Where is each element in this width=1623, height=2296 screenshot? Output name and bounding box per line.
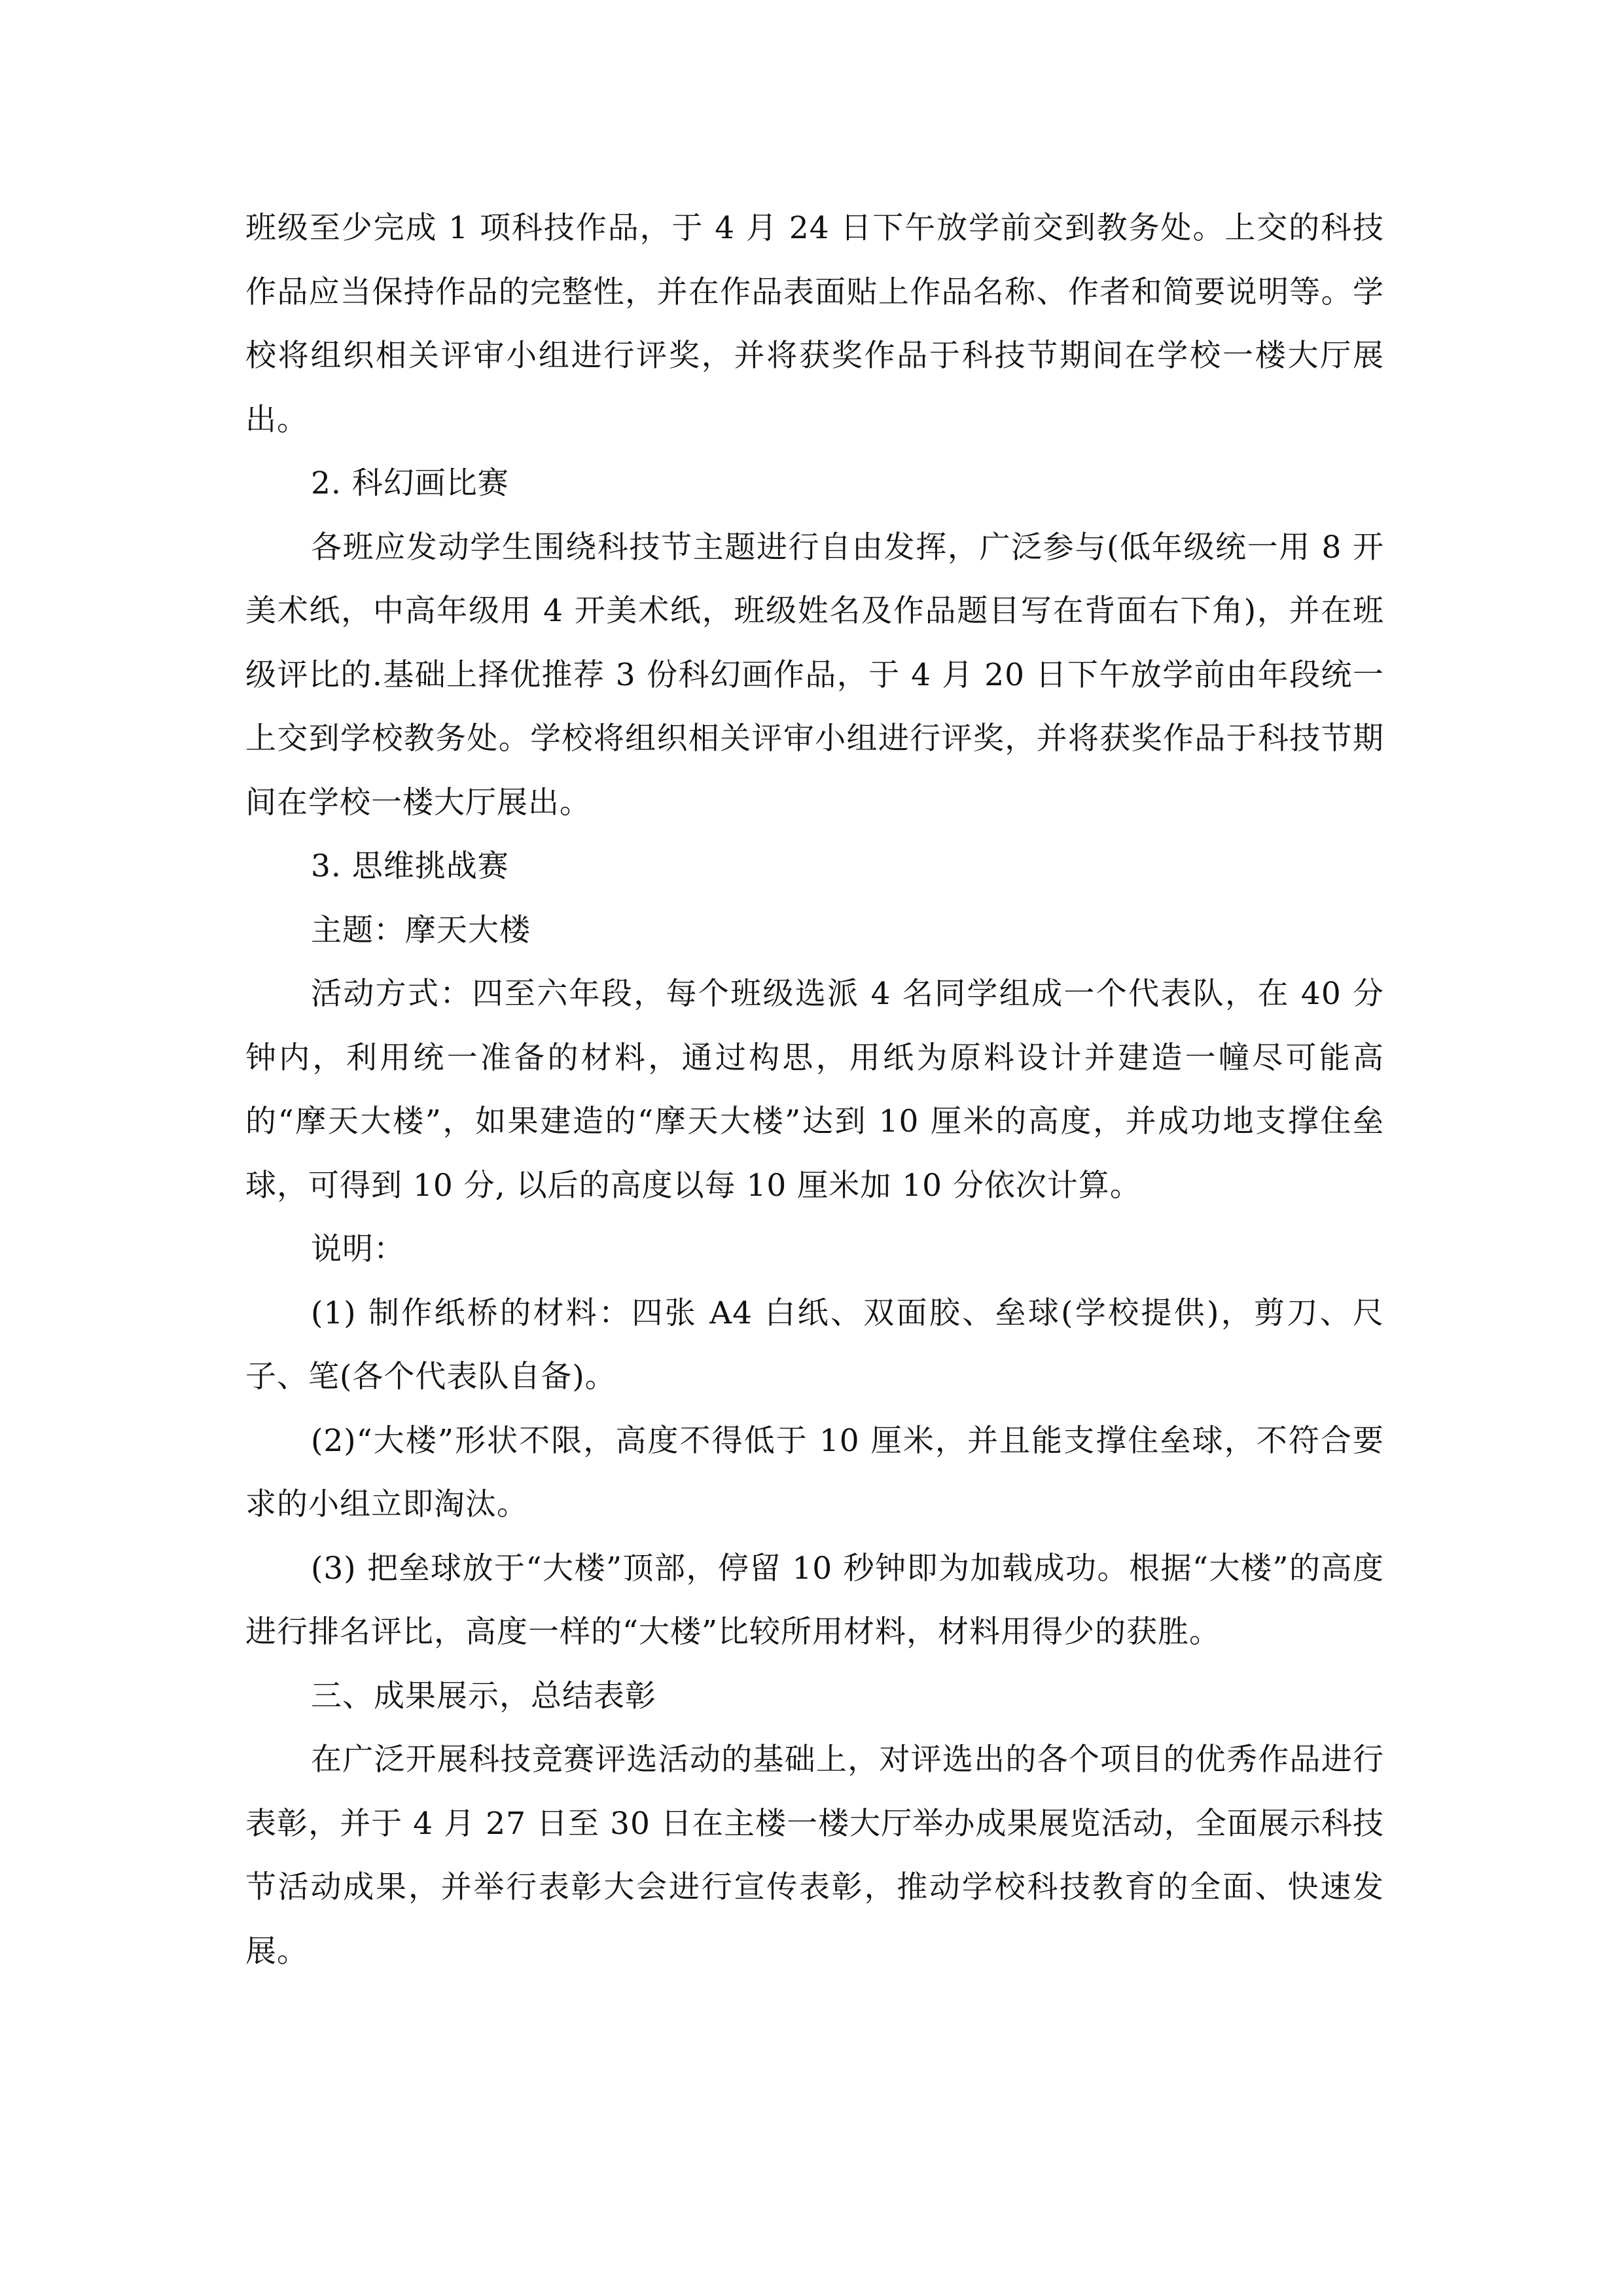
- paragraph-note-2-shape: (2)“大楼”形状不限，高度不得低于 10 厘米，并且能支撑住垒球，不符合要求的小组立即淘汰。: [245, 1422, 1384, 1522]
- paragraph-activity-method: 活动方式：四至六年段，每个班级选派 4 名同学组成一个代表队，在 40 分钟内，利用统一准备的材料，通过构思，用纸为原料设计并建造一幢尽可能高的“摩天大楼”，如果建造的“摩天大楼”达到 10 厘米的高度，并成功地支撑住垒球，可得到 10 分, 以后的高度以每 10 厘米加 10 分依次计算。: [245, 976, 1384, 1204]
- heading-thinking-challenge: 3. 思维挑战赛: [311, 848, 509, 884]
- paragraph-theme: 主题：摩天大楼: [311, 912, 531, 948]
- heading-results-exhibition: 三、成果展示，总结表彰: [311, 1677, 656, 1714]
- paragraph-sci-fi-painting-rules: 各班应发动学生围绕科技节主题进行自由发挥，广泛参与(低年级统一用 8 开美术纸，中高年级用 4 开美术纸，班级姓名及作品题目写在背面右下角)，并在班级评比的.基础上择优推荐 3 份科幻画作品，于 4 月 20 日下午放学前由年段统一上交到学校教务处。学校将组织相关评审小组进行评奖，并将获奖作品于科技节期间在学校一楼大厅展出。: [245, 529, 1384, 821]
- paragraph-note-3-loading: (3) 把垒球放于“大楼”顶部，停留 10 秒钟即为加载成功。根据“大楼”的高度进行排名评比，高度一样的“大楼”比较所用材料，材料用得少的获胜。: [245, 1550, 1384, 1650]
- paragraph-note-1-materials: (1) 制作纸桥的材料：四张 A4 白纸、双面胶、垒球(学校提供)，剪刀、尺子、笔(各个代表队自备)。: [245, 1295, 1384, 1395]
- paragraph-results-commendation: 在广泛开展科技竞赛评选活动的基础上，对评选出的各个项目的优秀作品进行表彰，并于 4 月 27 日至 30 日在主楼一楼大厅举办成果展览活动，全面展示科技节活动成果，并举行表彰大会进行宣传表彰，推动学校科技教育的全面、快速发展。: [245, 1742, 1384, 1969]
- heading-sci-fi-painting-contest: 2. 科幻画比赛: [311, 465, 509, 501]
- paragraph-tech-works-submission: 班级至少完成 1 项科技作品，于 4 月 24 日下午放学前交到教务处。上交的科技作品应当保持作品的完整性，并在作品表面贴上作品名称、作者和简要说明等。学校将组织相关评审小组进行评奖，并将获奖作品于科技节期间在学校一楼大厅展出。: [245, 210, 1384, 438]
- paragraph-notes-label: 说明：: [311, 1231, 405, 1267]
- document-body: [245, 196, 1384, 1983]
